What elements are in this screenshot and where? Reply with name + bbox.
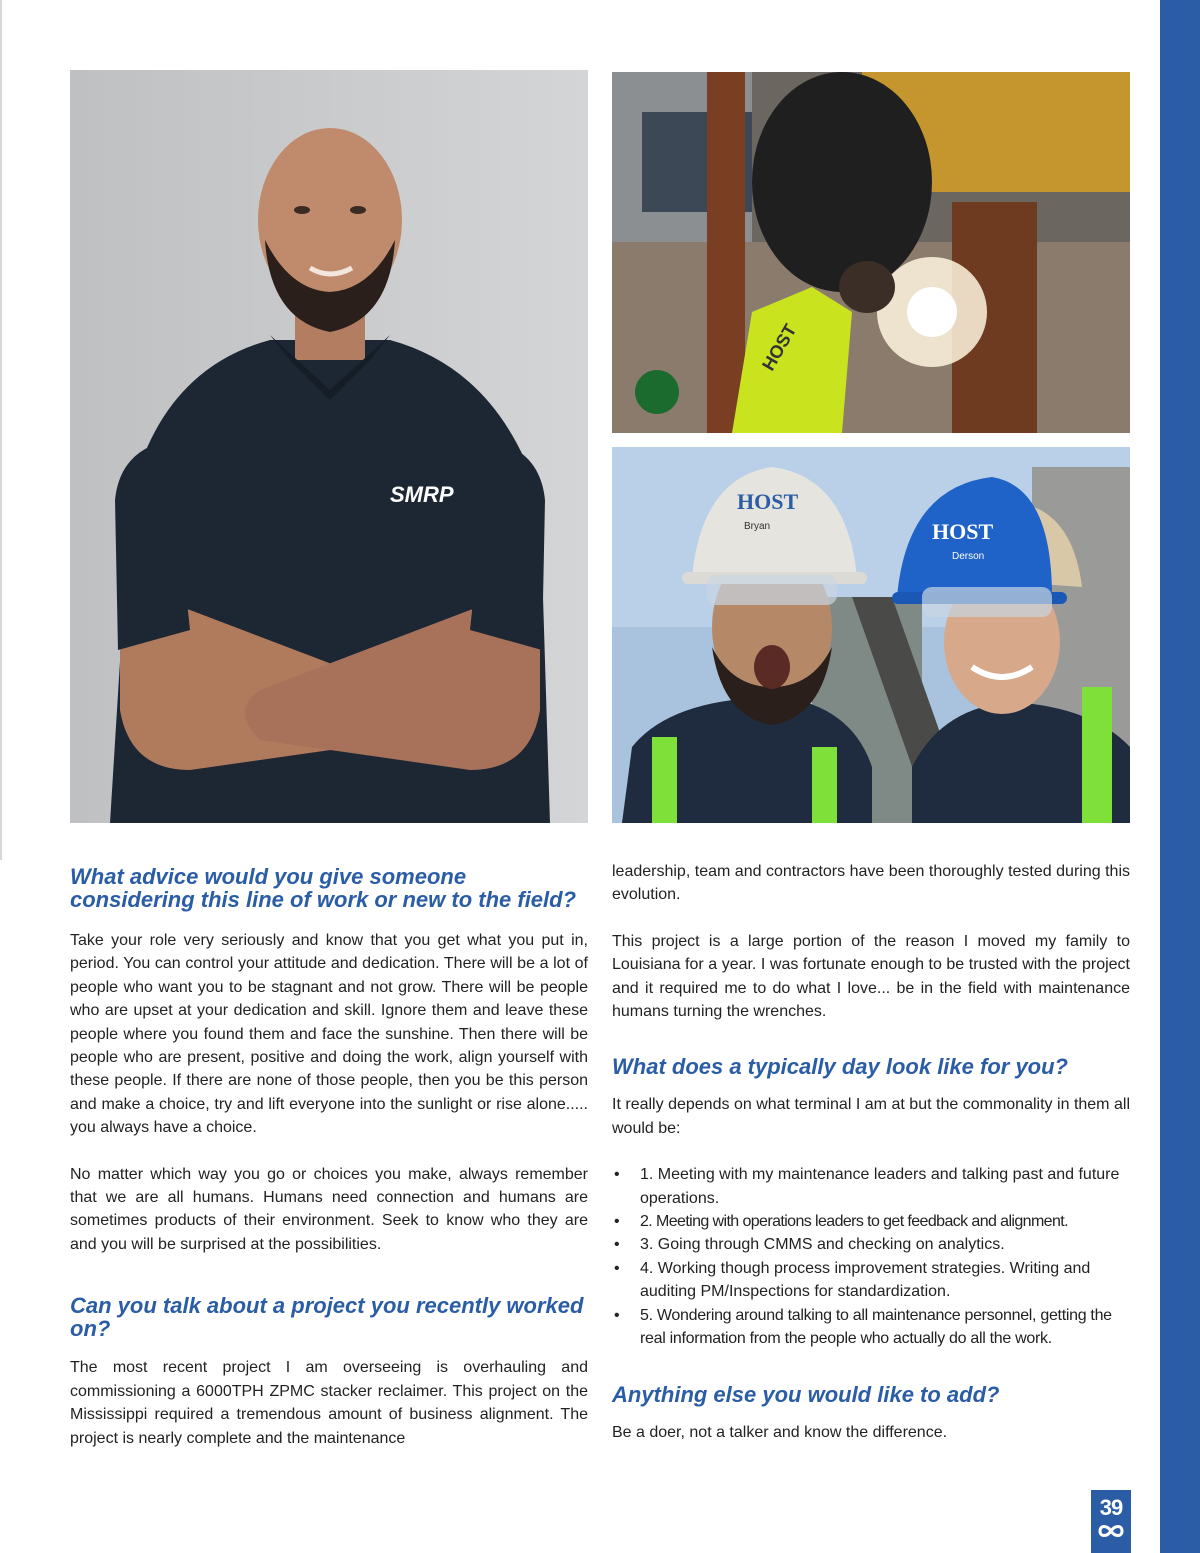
selfie-photo bbox=[612, 447, 1130, 823]
question-project-heading: Can you talk about a project you recently worked on? bbox=[70, 1293, 584, 1342]
answer-advice-paragraph-1: Take your role very seriously and know that you get what you put in, period. You can control your attitude and dedication. There will be a lot of people who want you to be stagnant and not grow. There will be people who are upset at your dedication and skill. Ignore them and leave these people where you found them and face the sunshine. Then there will be people who are present, positive and doing the work, align yourself with these people. If there are none of those people, then you be this person and make a choice, try and lift everyone into the sunlight or rise alone..... you always have a choice. bbox=[70, 932, 588, 1137]
list-item: • 5. Wondering around talking to all maintenance personnel, getting the real information from the people who actually do all the work. bbox=[612, 1304, 1130, 1351]
helmet-left-name: Bryan bbox=[744, 521, 771, 532]
page-number: 39 bbox=[1099, 1495, 1123, 1520]
answer-project-paragraph-1-continued: leadership, team and contractors have been thoroughly tested during this evolution. bbox=[612, 863, 1130, 904]
left-column bbox=[70, 860, 588, 1450]
portrait-photo bbox=[70, 70, 588, 823]
right-column bbox=[612, 860, 1130, 1444]
helmet-left-text: HOST bbox=[737, 489, 799, 514]
bullet-icon: • bbox=[614, 1213, 620, 1231]
infinity-icon bbox=[1096, 1523, 1126, 1539]
list-item: • 4. Working though process improvement strategies. Writing and auditing PM/Inspections for standardization. bbox=[612, 1257, 1130, 1304]
question-typical-day-heading: What does a typically day look like for you? bbox=[612, 1054, 1068, 1080]
answer-typical-day-intro: It really depends on what terminal I am at but the commonality in them all would be: bbox=[612, 1096, 1130, 1137]
welding-photo bbox=[612, 72, 1130, 433]
page-number-badge bbox=[1091, 1490, 1131, 1553]
page-edge-line bbox=[0, 0, 2, 860]
bullet-icon: • bbox=[614, 1236, 620, 1254]
question-advice-heading: What advice would you give someone considering this line of work or new to the field? bbox=[70, 864, 577, 912]
bullet-icon: • bbox=[614, 1166, 620, 1184]
answer-project-paragraph-2: This project is a large portion of the reason I moved my family to Louisiana for a year. I was fortunate enough to be trusted with the project and it required me to do what I love... be in the field with maintenance humans turning the wrenches. bbox=[612, 932, 1130, 1021]
list-item: • 2. Meeting with operations leaders to get feedback and alignment. bbox=[612, 1210, 1130, 1233]
list-item: • 3. Going through CMMS and checking on analytics. bbox=[612, 1233, 1130, 1256]
side-accent-bar bbox=[1160, 0, 1200, 1553]
answer-anything-else: Be a doer, not a talker and know the difference. bbox=[612, 1423, 948, 1441]
vest-text: HOST bbox=[758, 320, 801, 374]
helmet-right-text: HOST bbox=[932, 519, 994, 544]
list-item: • 1. Meeting with my maintenance leaders and talking past and future operations. bbox=[612, 1163, 1130, 1210]
bullet-icon: • bbox=[614, 1259, 620, 1277]
typical-day-list bbox=[612, 1163, 1130, 1350]
bullet-icon: • bbox=[614, 1306, 620, 1324]
helmet-right-name: Derson bbox=[952, 551, 985, 562]
shirt-logo-text: SMRP bbox=[390, 482, 454, 507]
question-anything-else-heading: Anything else you would like to add? bbox=[612, 1381, 1000, 1407]
answer-advice-paragraph-2: No matter which way you go or choices you make, always remember that we are all humans. Humans need connection and humans are sometimes products of their environment. Seek to know who they are and you will be surprised at the possibilities. bbox=[70, 1165, 588, 1253]
answer-project-paragraph-1: The most recent project I am overseeing is overhauling and commissioning a 6000TPH ZPMC stacker reclaimer. This project on the Mississippi required a tremendous amount of business alignment. The project is nearly complete and the maintenance bbox=[70, 1359, 588, 1447]
